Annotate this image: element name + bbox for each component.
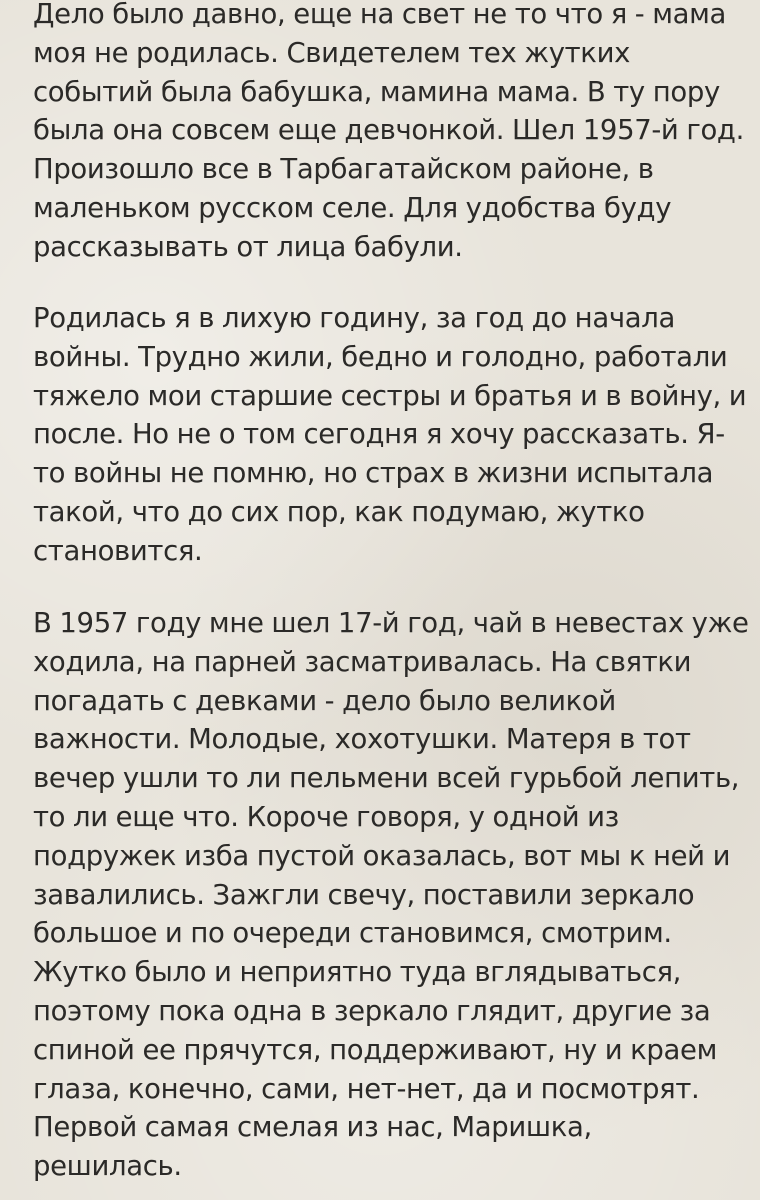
text-line: важности. Молодые, хохотушки. Матеря в тот [33, 723, 691, 756]
text-line: Произошло все в Тарбагатайском районе, в [33, 153, 654, 186]
text-line: событий была бабушка, мамина мама. В ту пору [33, 75, 720, 108]
text-line: ходила, на парней засматривалась. На святки [33, 645, 692, 678]
text-line: завалились. Зажгли свечу, поставили зеркало [33, 878, 695, 911]
text-line: то войны не помню, но страх в жизни испытала [33, 457, 714, 490]
text-line: после. Но не о том сегодня я хочу рассказать. Я- [33, 418, 725, 451]
text-line: В 1957 году мне шел 17-й год, чай в невестах уже [33, 607, 749, 639]
text-line: становится. [33, 534, 203, 567]
text-line: большое и по очереди становимся, смотрим. [33, 917, 672, 950]
paragraph-2 [33, 299, 746, 571]
text-line: Дело было давно, еще на свет не то что я - мама [33, 0, 727, 30]
text-line: погадать с девками - дело было великой [33, 684, 616, 717]
text-line: подружек изба пустой оказалась, вот мы к ней и [33, 839, 731, 872]
text-line: войны. Трудно жили, бедно и голодно, работали [33, 340, 728, 373]
text-line: глаза, конечно, сами, нет-нет, да и посмотрят. [33, 1072, 700, 1105]
text-line: то ли еще что. Короче говоря, у одной из [33, 800, 619, 833]
text-line: Родилась я в лихую годину, за год до начала [33, 302, 675, 334]
text-line: рассказывать от лица бабули. [33, 230, 463, 263]
text-line: Первой самая смелая из нас, Маришка, [33, 1111, 592, 1144]
paragraph-3 [33, 604, 749, 1186]
text-line: Жутко было и неприятно туда вглядываться, [33, 956, 682, 989]
text-line: такой, что до сих пор, как подумаю, жутко [33, 495, 645, 528]
text-line: маленьком русском селе. Для удобства буду [33, 191, 672, 224]
text-line: спиной ее прячутся, поддерживают, ну и краем [33, 1033, 717, 1066]
text-line: моя не родилась. Свидетелем тех жутких [33, 36, 631, 69]
text-line: была она совсем еще девчонкой. Шел 1957-й год. [33, 114, 744, 147]
text-line: поэтому пока одна в зеркало глядит, другие за [33, 994, 711, 1027]
text-line: тяжело мои старшие сестры и братья и в войну, и [33, 379, 747, 412]
text-line: решилась. [33, 1150, 182, 1183]
paragraph-1 [33, 0, 744, 267]
text-line: вечер ушли то ли пельмени всей гурьбой лепить, [33, 762, 740, 795]
